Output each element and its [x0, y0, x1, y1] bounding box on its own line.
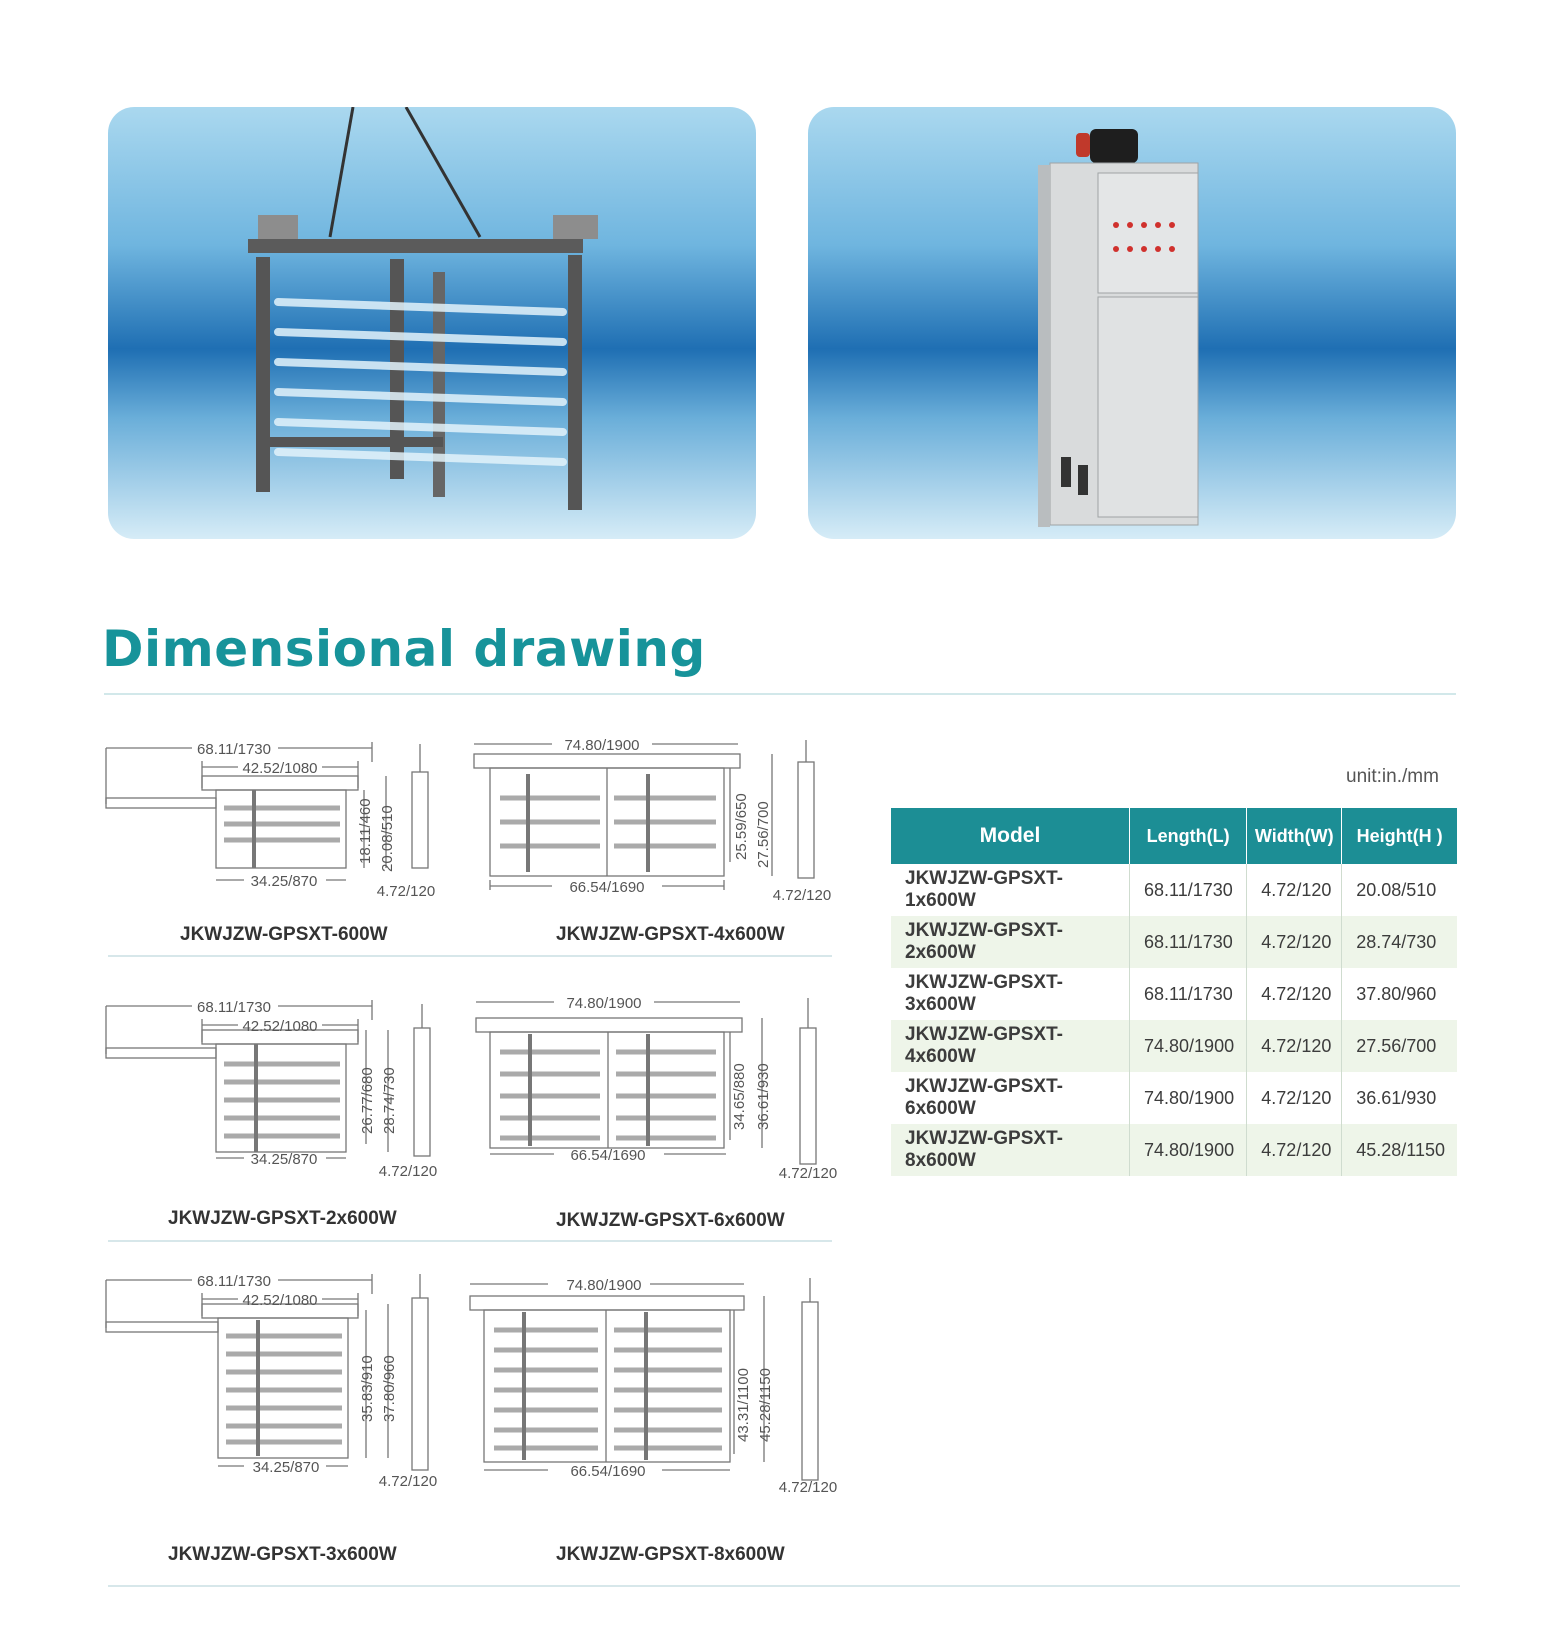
cell-height: 28.74/730 — [1342, 916, 1457, 968]
dim-width: 4.72/120 — [778, 1165, 838, 1182]
spec-table — [891, 808, 1457, 1176]
dim-lamp-span: 34.25/870 — [250, 1151, 318, 1168]
header-width: Width(W) — [1247, 808, 1342, 864]
header-height: Height(H ) — [1342, 808, 1457, 864]
cell-length: 74.80/1900 — [1130, 1020, 1247, 1072]
cell-model: JKWJZW-GPSXT-2x600W — [891, 916, 1130, 968]
section-title: Dimensional drawing — [102, 620, 706, 678]
table-row — [891, 1072, 1457, 1124]
cell-length: 68.11/1730 — [1130, 864, 1247, 916]
dim-height-inner: 26.77/680 — [359, 1067, 376, 1134]
drawing-1x600w — [104, 736, 464, 906]
dim-height-total: 27.56/700 — [755, 801, 772, 868]
drawing-model-label: JKWJZW-GPSXT-2x600W — [168, 1208, 397, 1229]
dim-lamp-span: 66.54/1690 — [570, 1147, 646, 1164]
dim-height-inner: 34.65/880 — [731, 1063, 748, 1130]
dim-height-inner: 35.83/910 — [359, 1355, 376, 1422]
dim-width: 4.72/120 — [778, 1479, 838, 1496]
dim-height-total: 36.61/930 — [755, 1063, 772, 1130]
cell-model: JKWJZW-GPSXT-8x600W — [891, 1124, 1130, 1176]
dim-frame-length: 42.52/1080 — [242, 1292, 318, 1309]
cell-model: JKWJZW-GPSXT-4x600W — [891, 1020, 1130, 1072]
control-cabinet-photo — [808, 107, 1456, 539]
table-row — [891, 1124, 1457, 1176]
drawing-model-label: JKWJZW-GPSXT-3x600W — [168, 1544, 397, 1565]
drawing-6x600w — [474, 990, 844, 1190]
dim-overall-length: 74.80/1900 — [564, 737, 640, 754]
dim-width: 4.72/120 — [378, 1473, 438, 1490]
table-row — [891, 968, 1457, 1020]
table-header-row — [891, 808, 1457, 864]
drawing-3x600w — [104, 1270, 464, 1490]
row-divider — [108, 955, 832, 957]
cell-width: 4.72/120 — [1247, 864, 1342, 916]
unit-label: unit:in./mm — [1346, 766, 1439, 787]
cell-length: 74.80/1900 — [1130, 1124, 1247, 1176]
dim-lamp-span: 66.54/1690 — [569, 879, 645, 896]
cell-length: 68.11/1730 — [1130, 968, 1247, 1020]
dim-frame-length: 42.52/1080 — [242, 1018, 318, 1035]
table-row — [891, 864, 1457, 916]
dim-height-total: 37.80/960 — [381, 1355, 398, 1422]
dim-lamp-span: 66.54/1690 — [570, 1463, 646, 1480]
row-divider — [108, 1240, 832, 1242]
dim-overall-length: 74.80/1900 — [566, 1277, 642, 1294]
bottom-divider — [108, 1585, 1460, 1587]
dim-overall-length: 68.11/1730 — [197, 999, 271, 1016]
table-row — [891, 916, 1457, 968]
dim-height-total: 28.74/730 — [381, 1067, 398, 1134]
drawing-8x600w — [468, 1274, 848, 1494]
title-divider — [104, 693, 1456, 695]
dim-width: 4.72/120 — [376, 883, 436, 900]
dim-overall-length: 68.11/1730 — [197, 1273, 271, 1290]
drawing-model-label: JKWJZW-GPSXT-4x600W — [556, 924, 785, 945]
cell-width: 4.72/120 — [1247, 1072, 1342, 1124]
header-model: Model — [891, 808, 1130, 864]
dim-height-inner: 18.11/460 — [357, 798, 374, 864]
dim-width: 4.72/120 — [772, 887, 832, 904]
cell-width: 4.72/120 — [1247, 1124, 1342, 1176]
cell-height: 27.56/700 — [1342, 1020, 1457, 1072]
drawing-model-label: JKWJZW-GPSXT-600W — [180, 924, 388, 945]
cell-width: 4.72/120 — [1247, 916, 1342, 968]
dim-lamp-span: 34.25/870 — [252, 1459, 320, 1476]
cell-height: 45.28/1150 — [1342, 1124, 1457, 1176]
cell-model: JKWJZW-GPSXT-6x600W — [891, 1072, 1130, 1124]
cell-model: JKWJZW-GPSXT-3x600W — [891, 968, 1130, 1020]
uv-module-photo — [108, 107, 756, 539]
table-row — [891, 1020, 1457, 1072]
cell-height: 36.61/930 — [1356, 1087, 1437, 1108]
dim-lamp-span: 34.25/870 — [250, 873, 318, 890]
dim-height-total: 20.08/510 — [379, 805, 396, 872]
drawing-4x600w — [472, 732, 842, 902]
drawing-model-label: JKWJZW-GPSXT-8x600W — [556, 1544, 785, 1565]
cell-width: 4.72/120 — [1247, 968, 1342, 1020]
dim-height-total: 45.28/1150 — [757, 1368, 774, 1442]
dim-overall-length: 68.11/1730 — [197, 741, 271, 758]
cell-width: 4.72/120 — [1247, 1020, 1342, 1072]
drawing-model-label: JKWJZW-GPSXT-6x600W — [556, 1210, 785, 1231]
cell-model: JKWJZW-GPSXT-1x600W — [891, 864, 1130, 916]
header-length: Length(L) — [1130, 808, 1247, 864]
cell-length: 68.11/1730 — [1130, 916, 1247, 968]
dim-height-inner: 43.31/1100 — [735, 1368, 752, 1442]
dim-frame-length: 42.52/1080 — [242, 760, 318, 777]
cell-height: 20.08/510 — [1356, 879, 1437, 900]
drawing-2x600w — [104, 994, 464, 1184]
dim-overall-length: 74.80/1900 — [566, 995, 642, 1012]
dim-height-inner: 25.59/650 — [733, 793, 750, 860]
dim-width: 4.72/120 — [378, 1163, 438, 1180]
cell-height: 37.80/960 — [1356, 983, 1437, 1004]
cell-length: 74.80/1900 — [1130, 1072, 1247, 1124]
